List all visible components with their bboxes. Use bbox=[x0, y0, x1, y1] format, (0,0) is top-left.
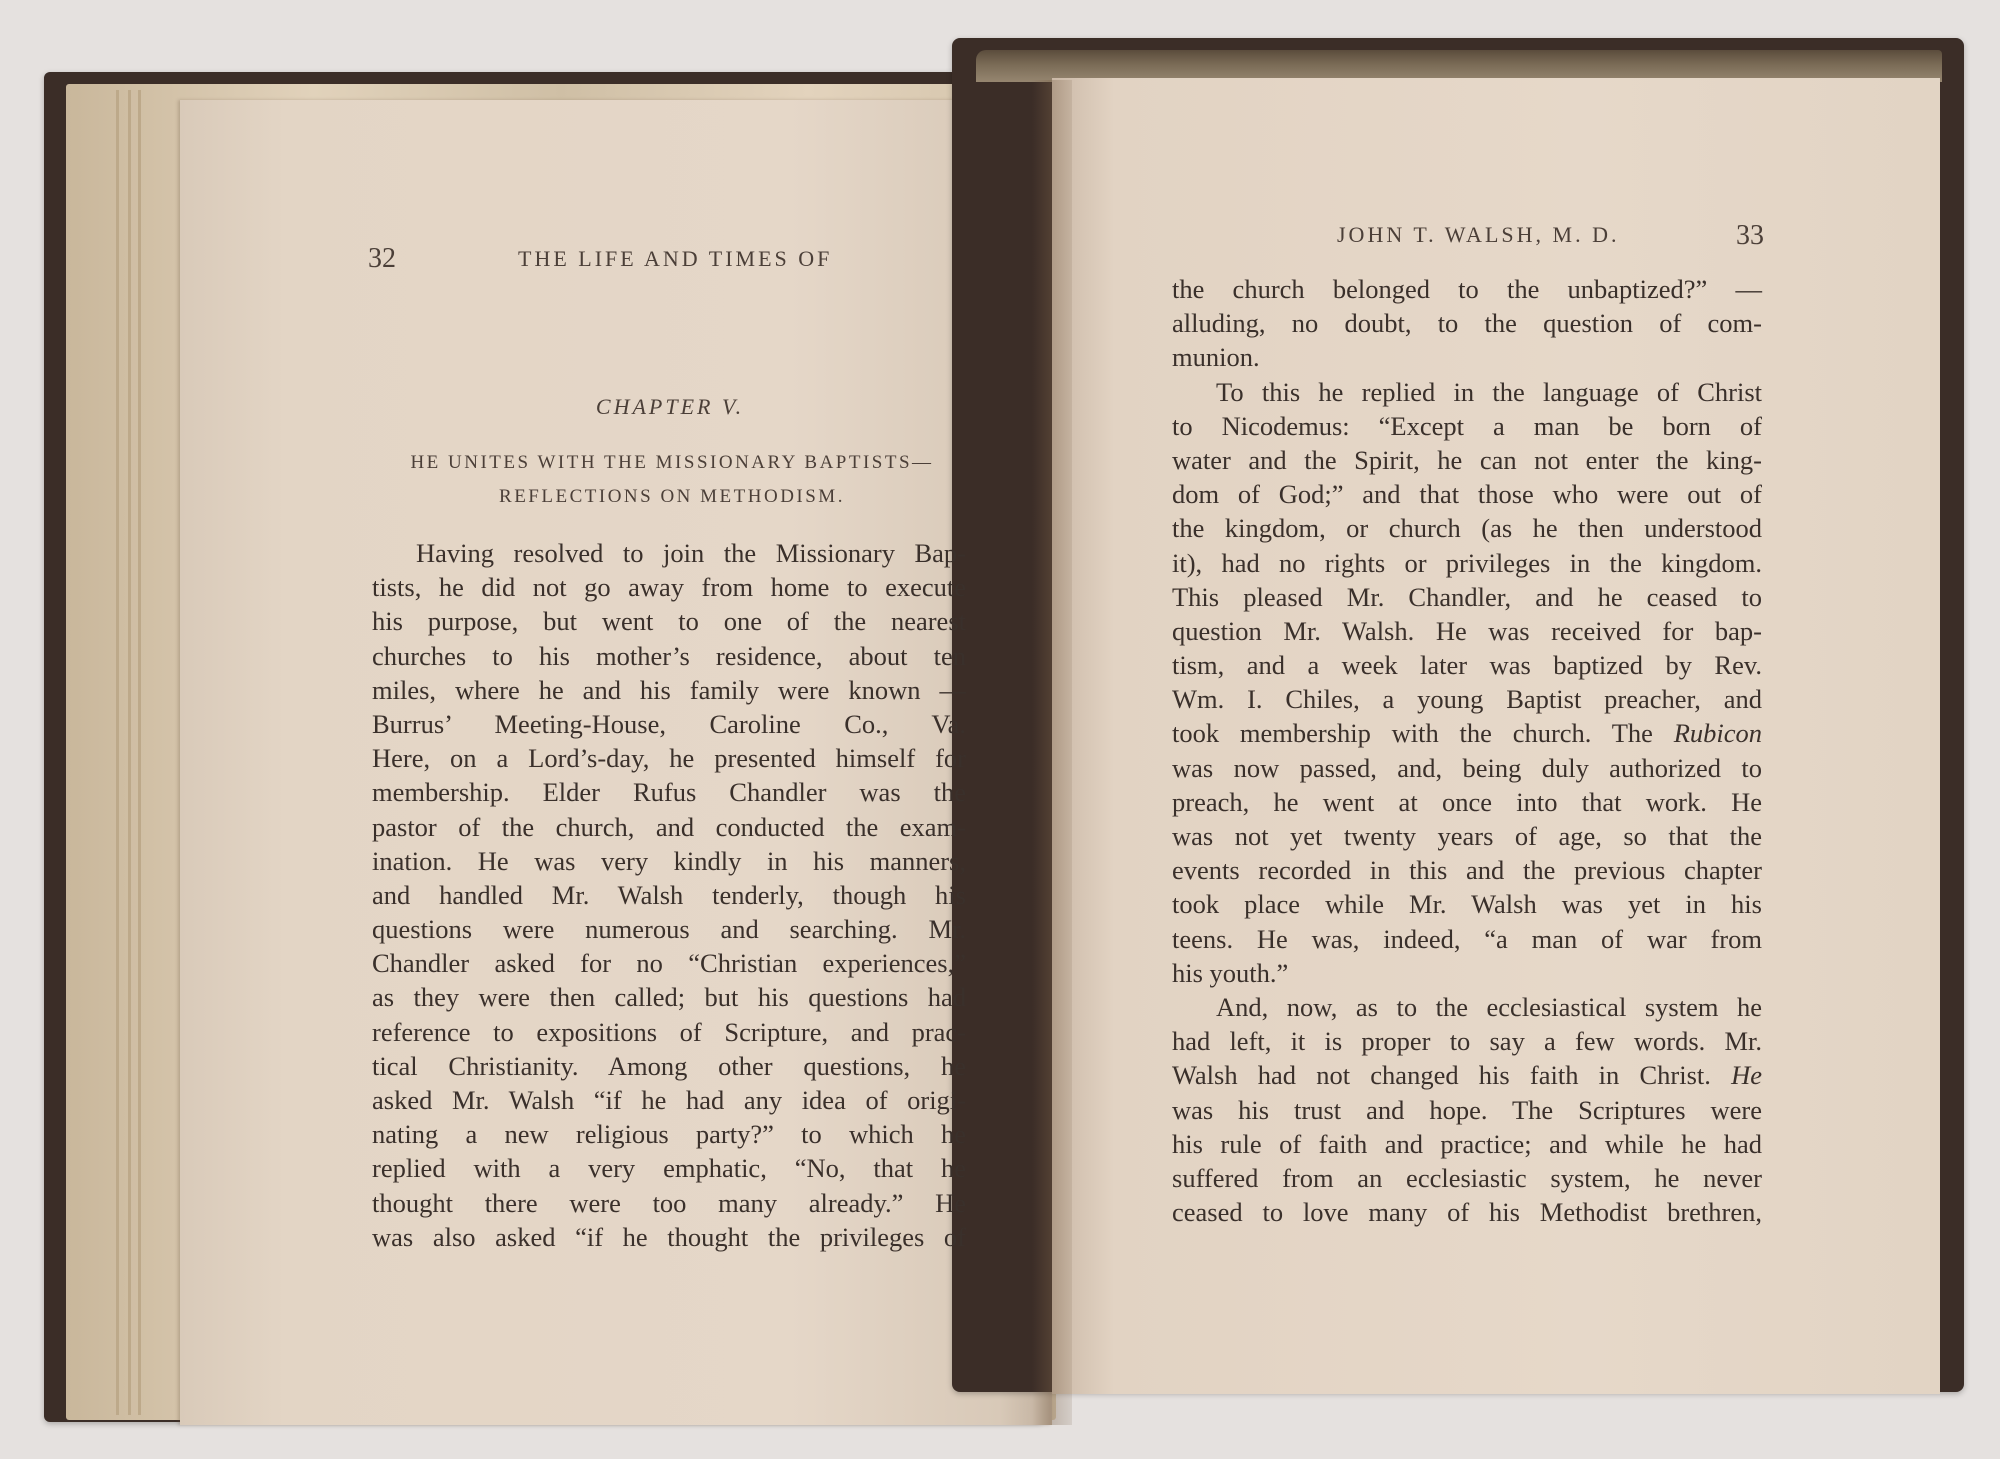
text-line: thought there were too many already.” He bbox=[372, 1187, 966, 1218]
chapter-subtitle-line: REFLECTIONS ON METHODISM. bbox=[499, 486, 845, 507]
text-line: as they were then called; but his questions had bbox=[372, 982, 966, 1013]
text-fragment: took membership with the church. The bbox=[1172, 718, 1674, 749]
text-line: ceased to love many of his Methodist brethren, bbox=[1172, 1197, 1762, 1228]
text-line: miles, where he and his family were known — bbox=[372, 674, 966, 705]
text-line: took place while Mr. Walsh was yet in his bbox=[1172, 889, 1762, 920]
text-line: was now passed, and, being duly authorized to bbox=[1172, 752, 1762, 783]
running-head-left: THE LIFE AND TIMES OF bbox=[518, 246, 833, 271]
text-line: events recorded in this and the previous chapter bbox=[1172, 855, 1762, 886]
right-body-text bbox=[1172, 272, 1762, 1229]
text-line: To this he replied in the language of Christ bbox=[1216, 376, 1762, 407]
text-line: was also asked “if he thought the privileges of bbox=[372, 1221, 966, 1252]
text-line: membership. Elder Rufus Chandler was the bbox=[372, 777, 966, 808]
text-line: his youth.” bbox=[1172, 957, 1289, 988]
text-fragment: Walsh had not changed his faith in Christ. bbox=[1172, 1060, 1732, 1091]
text-line: Having resolved to join the Missionary Bap- bbox=[416, 538, 966, 568]
text-line: churches to his mother’s residence, about ten bbox=[372, 640, 966, 671]
text-line: tists, he did not go away from home to execute bbox=[372, 572, 966, 603]
text-line: the kingdom, or church (as he then understood bbox=[1172, 513, 1762, 544]
text-line: water and the Spirit, he can not enter the king- bbox=[1172, 444, 1762, 475]
text-line: And, now, as to the ecclesiastical system he bbox=[1216, 991, 1762, 1022]
text-line: nating a new religious party?” to which he bbox=[372, 1119, 966, 1150]
text-line: Chandler asked for no “Christian experiences,” bbox=[372, 948, 966, 979]
text-line: tical Christianity. Among other questions, he bbox=[372, 1050, 966, 1081]
text-line: munion. bbox=[1172, 342, 1260, 373]
left-body-text bbox=[372, 536, 966, 1254]
text-line: This pleased Mr. Chandler, and he ceased to bbox=[1172, 581, 1762, 612]
running-head-right: JOHN T. WALSH, M. D. bbox=[1337, 222, 1620, 247]
text-line: question Mr. Walsh. He was received for bap- bbox=[1172, 615, 1762, 646]
spine-shadow bbox=[1032, 80, 1072, 1425]
chapter-subtitle bbox=[372, 446, 972, 514]
text-line: Wm. I. Chiles, a young Baptist preacher, and bbox=[1172, 684, 1762, 715]
text-line: the church belonged to the unbaptized?” — bbox=[1172, 274, 1762, 304]
text-line: teens. He was, indeed, “a man of war from bbox=[1172, 923, 1762, 954]
text-line bbox=[1172, 716, 1762, 750]
chapter-title: CHAPTER V. bbox=[595, 394, 745, 419]
chapter-subtitle-line: HE UNITES WITH THE MISSIONARY BAPTISTS— bbox=[410, 452, 934, 473]
text-line: preach, he went at once into that work. He bbox=[1172, 786, 1762, 817]
page-number-left: 32 bbox=[368, 243, 396, 274]
italic-fragment: Rubicon bbox=[1673, 718, 1762, 749]
text-line: Burrus’ Meeting-House, Caroline Co., Va. bbox=[372, 708, 966, 739]
text-line: alluding, no doubt, to the question of com- bbox=[1172, 308, 1762, 339]
text-line: questions were numerous and searching. Mr. bbox=[372, 914, 966, 945]
text-line: asked Mr. Walsh “if he had any idea of origi- bbox=[372, 1085, 966, 1115]
text-line: was not yet twenty years of age, so that the bbox=[1172, 821, 1762, 851]
text-line: replied with a very emphatic, “No, that he bbox=[372, 1153, 966, 1184]
text-line: pastor of the church, and conducted the exam- bbox=[372, 811, 966, 842]
page-edge-line bbox=[128, 90, 131, 1415]
page-edge-line bbox=[138, 90, 141, 1415]
text-line: to Nicodemus: “Except a man be born of bbox=[1172, 410, 1762, 441]
text-line: and handled Mr. Walsh tenderly, though his bbox=[372, 879, 966, 910]
text-line: suffered from an ecclesiastic system, he never bbox=[1172, 1162, 1762, 1193]
page-edge-line bbox=[116, 90, 119, 1415]
text-line: was his trust and hope. The Scriptures were bbox=[1172, 1094, 1762, 1125]
text-line: reference to expositions of Scripture, and prac- bbox=[372, 1016, 966, 1047]
italic-fragment: He bbox=[1731, 1060, 1762, 1091]
text-line: his purpose, but went to one of the nearest bbox=[372, 606, 966, 637]
text-line: Here, on a Lord’s-day, he presented himself for bbox=[372, 743, 966, 774]
page-number-right: 33 bbox=[1736, 220, 1764, 251]
text-line: dom of God;” and that those who were out of bbox=[1172, 479, 1762, 510]
text-line: had left, it is proper to say a few words. Mr. bbox=[1172, 1026, 1762, 1057]
text-line: it), had no rights or privileges in the kingdom. bbox=[1172, 547, 1762, 578]
text-line: ination. He was very kindly in his manners, bbox=[372, 845, 966, 876]
text-line: his rule of faith and practice; and while he had bbox=[1172, 1128, 1762, 1159]
text-line bbox=[1172, 1058, 1762, 1092]
text-line: tism, and a week later was baptized by Rev. bbox=[1172, 650, 1762, 681]
